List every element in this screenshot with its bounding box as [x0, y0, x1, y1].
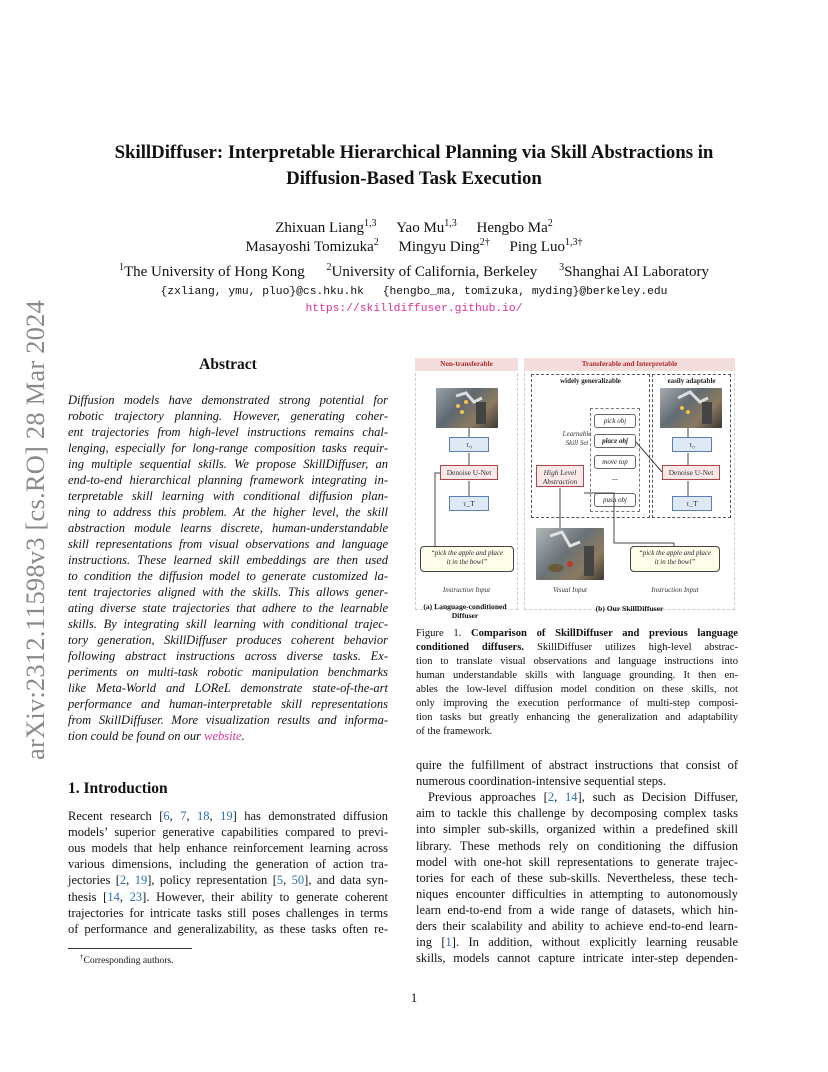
abstract-line: periments on multi-task robotic manipulation benchmarks	[68, 665, 388, 679]
body-line: ing [1]. In addition, without explicitly learning reusable	[416, 935, 738, 950]
panel-a-header: Non-transferable	[415, 358, 518, 371]
abstract-line: ning to address this problem. At the higher level, the skill	[68, 505, 388, 519]
abstract-line: abstraction module learns discrete, human-understandable	[68, 521, 388, 535]
abstract-line: like Meta-World and LOReL demonstrate state-of-the-art	[68, 681, 388, 695]
denoise-unet-box-b: Denoise U-Net	[662, 465, 720, 480]
intro-line: trajectories for intricate tasks still poses challenges in terms	[68, 905, 388, 920]
body-line: skills, models cannot capture intricate inter-step dependen-	[416, 951, 738, 966]
easily-adaptable-label: easily adaptable	[667, 377, 716, 385]
affiliation: $^2$University of California, Berkeley	[326, 262, 538, 280]
abstract-line: skills. By integrating skill learning with conditional trajec-	[68, 617, 388, 631]
intro-line: Recent research [6, 7, 18, 19] has demonstrated diffusion	[68, 809, 389, 823]
author: Hengbo Ma$^2$	[476, 218, 553, 236]
body-line: ders their scalability and ability to achieve end-to-end learn-	[416, 919, 738, 933]
authors-line-1	[60, 218, 768, 237]
tau0-box-b: τ₀	[672, 437, 712, 452]
body-line: quire the fulfillment of abstract instructions that consist of	[416, 758, 738, 772]
skill-item: move top	[594, 455, 636, 469]
email: {zxliang, ymu, pluo}@cs.hku.hk	[160, 286, 364, 298]
affiliation: $^1$The University of Hong Kong	[118, 262, 305, 280]
abstract-line: ing multiple sequential skills. We propose SkillDiffuser, an	[68, 457, 388, 471]
abstract-line: following abstract instructions across diverse tasks. Ex-	[68, 649, 388, 663]
caption-line: of the framework.	[416, 725, 493, 737]
intro-line: ous models that help enhance reinforcement learning across	[68, 841, 388, 856]
caption-line: ables the low-level diffusion model condition on these skills, not	[416, 683, 738, 695]
intro-line: jectories [2, 19], policy representation [5, 50], and data syn-	[68, 873, 389, 888]
section-heading-introduction: 1. Introduction	[68, 780, 168, 797]
panel-b-arrows	[524, 358, 736, 598]
abstract-line: performance and human-interpretable skill representations	[68, 697, 388, 711]
abstract-line: skill representations from visual observations and language	[68, 537, 388, 551]
author: Ping Luo$^{1,3\dagger}$	[509, 237, 583, 255]
skill-item: pick obj	[594, 414, 636, 428]
abstract-heading: Abstract	[199, 356, 257, 373]
paper-title	[60, 140, 768, 192]
intro-line: models’ superior generative capabilities compared to previ-	[68, 825, 388, 840]
body-line: aim to tackle this challenge by decomposing complex tasks	[416, 806, 738, 821]
intro-line: of performance and generalizability, as these tasks often re-	[68, 921, 388, 936]
author: Mingyu Ding$^{2\dagger}$	[398, 237, 490, 255]
body-line: model with one-hot skill representations to generate trajec-	[416, 854, 738, 869]
skill-ellipsis: ...	[612, 473, 618, 482]
instruction-input-label-b: Instruction Input	[651, 586, 699, 594]
intro-line: thesis [14, 23]. However, their ability to generate coherent	[68, 889, 389, 904]
skill-item: place obj	[594, 434, 636, 448]
footnote-rule	[68, 948, 192, 949]
title-line: Diffusion-Based Task Execution	[286, 168, 542, 189]
high-level-abstraction-box: High Level Abstraction	[536, 465, 584, 487]
learnable-skill-set-label: Learnable Skill Set	[562, 430, 592, 447]
tauT-box: τ_T	[449, 496, 489, 511]
abstract-line: lenging, especially for long-range composition tasks requir-	[68, 441, 388, 455]
caption-line: tion to translate visual observations and language instructions into	[416, 656, 738, 667]
visual-input-label: Visual Input	[553, 586, 587, 594]
abstract-line: end-to-end hierarchical planning framework integrating in-	[68, 473, 388, 487]
footnote: †Corresponding authors.	[80, 953, 174, 967]
body-line: Previous approaches [2, 14], such as Decision Diffuser,	[428, 790, 738, 805]
project-url-link[interactable]: https://skilldiffuser.github.io/	[305, 303, 523, 315]
body-line: tories for each of these sub-skills. Nevertheless, these tech-	[416, 870, 738, 885]
denoise-unet-box-a: Denoise U-Net	[440, 465, 498, 480]
website-link[interactable]: website	[204, 729, 242, 743]
abstract-line: ating diverse state trajectories that adhere to the learnable	[68, 601, 388, 615]
author-emails	[60, 286, 768, 298]
author: Masayoshi Tomizuka$^2$	[245, 237, 379, 255]
caption-line: human understandable skills with language grounding. It then en-	[416, 669, 738, 681]
abstract-line: tion could be found on our website.	[68, 729, 245, 743]
caption-line: only improving the execution performance of multi-step composi-	[416, 697, 738, 709]
abstract-line: tent trajectories aligned with the skills. This allows gener-	[68, 585, 388, 599]
arxiv-identifier-stamp: arXiv:2312.11598v3 [cs.RO] 28 Mar 2024	[20, 299, 50, 760]
abstract-line: robotic trajectory planning. However, generating coher-	[68, 409, 388, 423]
author: Yao Mu$^{1,3}$	[396, 218, 457, 236]
body-line: numerous coordination-intensive sequential steps.	[416, 774, 666, 789]
abstract-line: instructions. These learned skill embeddings are then used	[68, 553, 388, 567]
abstract-line: tory generation, SkillDiffuser produces coherent behavior	[68, 633, 388, 647]
title-line: SkillDiffuser: Interpretable Hierarchical Planning via Skill Abstractions in	[114, 142, 714, 163]
abstract-line: Diffusion models have demonstrated strong potential for	[68, 393, 388, 407]
affiliations	[60, 262, 768, 281]
instruction-box-a: “pick the apple and place it in the bowl”	[420, 546, 514, 572]
instruction-input-label-a: Instruction Input	[442, 586, 491, 594]
body-line: niques encounter difficulties in attempting to autonomously	[416, 886, 738, 901]
caption-a: (a) Language-conditioned Diffuser	[423, 602, 507, 620]
panel-a-arrows	[415, 358, 525, 618]
abstract-line: terpretable skill learning with conditional diffusion plan-	[68, 489, 388, 503]
tau0-box: τ₀	[449, 437, 489, 452]
abstract-line: ent trajectories from high-level instructions remains chal-	[68, 425, 388, 439]
caption-line: Figure 1. Comparison of SkillDiffuser and previous language	[416, 628, 738, 639]
page-number: 1	[410, 990, 418, 1005]
intro-line: various dimensions, including the generation of action tra-	[68, 857, 388, 872]
abstract-line: to condition the diffusion model to generate customized la-	[68, 569, 388, 583]
widely-generalizable-label: widely generalizable	[560, 377, 621, 385]
author: Zhixuan Liang$^{1,3}$	[275, 218, 377, 236]
caption-b: (b) Our SkillDiffuser	[595, 604, 664, 613]
authors-line-2	[60, 237, 768, 256]
affiliation: $^3$Shanghai AI Laboratory	[559, 262, 710, 280]
body-line: into simpler sub-skills, organized within a predefined skill	[416, 822, 738, 837]
panel-b-header: Transferable and Interpretable	[524, 358, 735, 371]
body-line: learn end-to-end from a wide range of datasets, which hin-	[416, 902, 738, 917]
body-line: library. These methods rely on conditioning the diffusion	[416, 838, 738, 853]
skill-item: push obj	[594, 493, 636, 507]
email: {hengbo_ma, tomizuka, myding}@berkeley.edu	[382, 286, 668, 298]
abstract-line: from SkillDiffuser. More visualization results and informa-	[68, 713, 388, 727]
caption-line: conditioned diffusers. SkillDiffuser utilizes high-level abstrac-	[416, 642, 738, 653]
instruction-box-b: “pick the apple and place it in the bowl”	[630, 546, 720, 572]
tauT-box-b: τ_T	[672, 496, 712, 511]
caption-line: tion tasks but greatly enhancing the generalization and adaptability	[416, 711, 738, 723]
